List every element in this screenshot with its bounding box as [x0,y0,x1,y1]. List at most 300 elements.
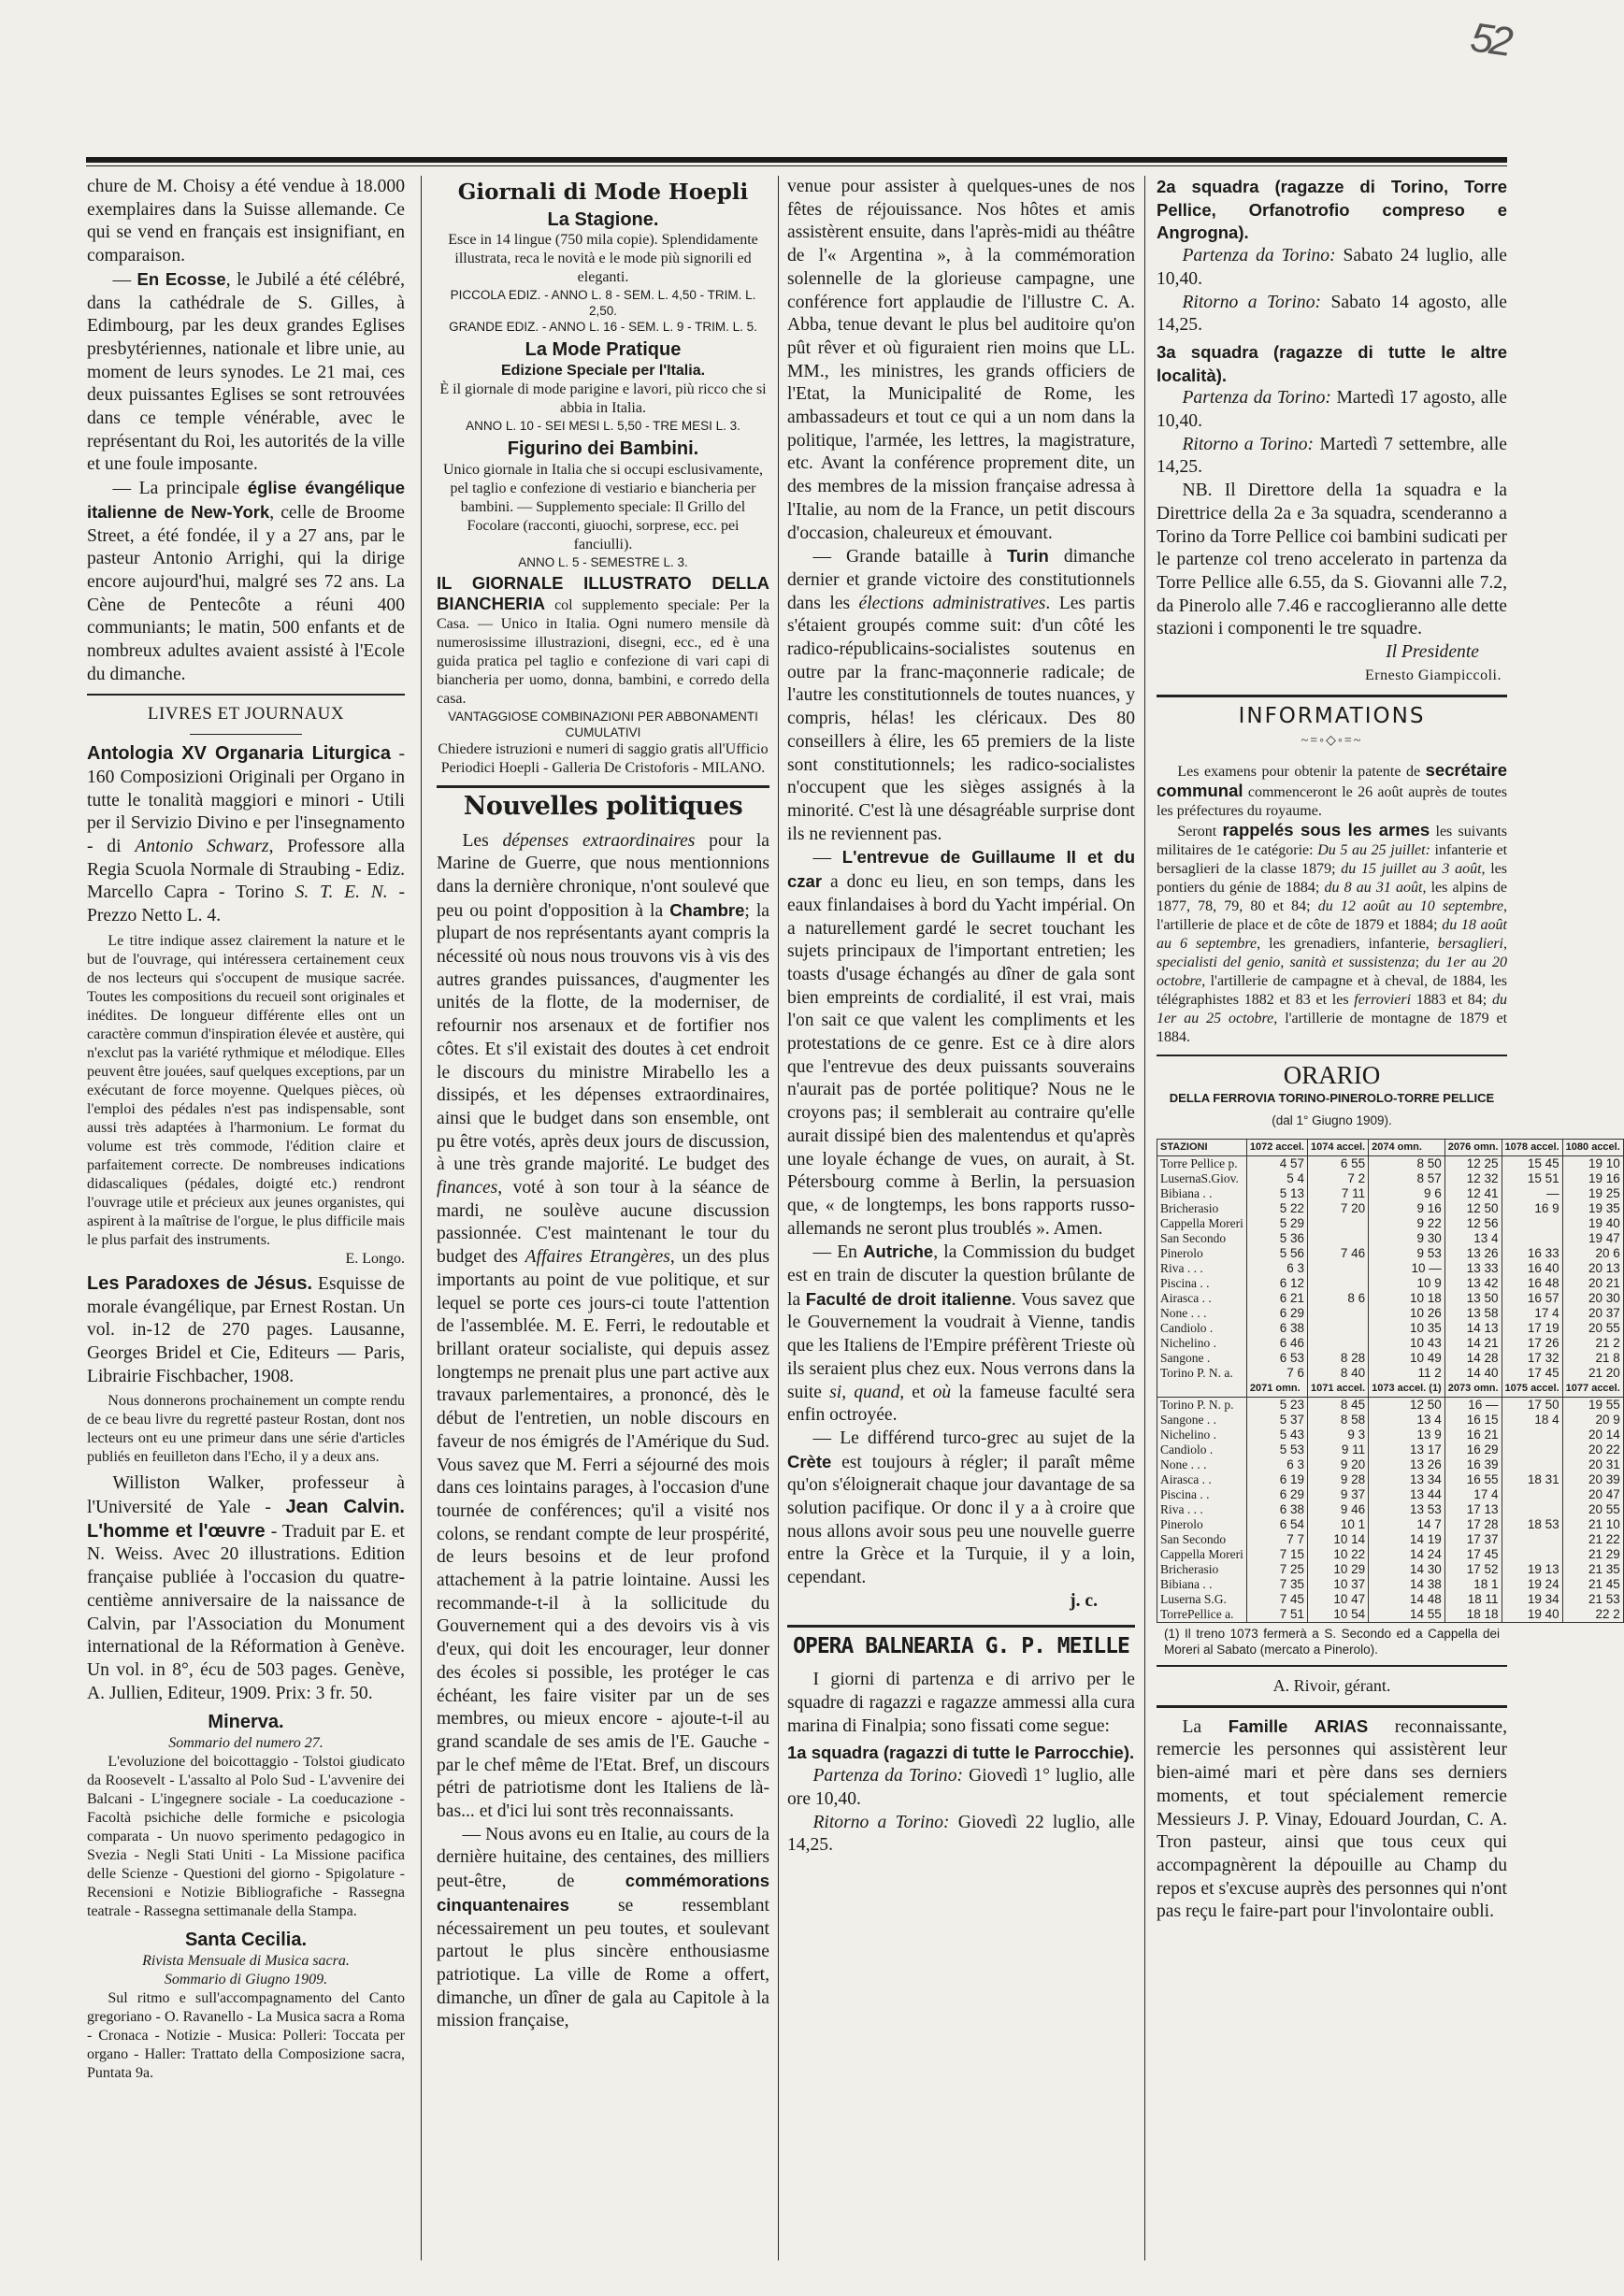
paragraph-entrevue: — L'entrevue de Guillaume II et du czar a donc eu lieu, en son temps, dans les eaux finlandaises à bord du Yacht impérial. On a naturellement gardé le secret touchant les sujets principaux de l'important entretien; les toasts d'usage échangés au dîner de gala sont bien empreints de cordialité, il est vrai, mais l'on sait ce que valent les compliments et les protestations de ce genre. Est ce à dire alors que l'entrevue des deux puissants souverains n'aurait pas de portée politique? Nous ne le croyons pas; il semblerait au contraire qu'elle aurait dissipé bien des malentendus et qu'après une loyale échange de vues, on aurait, à St. Pétersbourg comme à Berlin, la persuasion que, « de longtemps, les bons rapports russo-allemands ne seront plus troublés ». Amen. [787,847,1135,1239]
paragraph: venue pour assister à quelques-unes de nos fêtes de réjouissance. Nos hôtes et amis assistèrent ensuite, dans l'après-midi au théâtre de l'« Argentina », à la commémoration solennelle de la glorieuse campagne, une conférence fort applaudie de l'illustre C. A. Abba, tenue devant le plus bel auditoire qu'on pût rêver et où figuraient rien moins que LL. MM., les ministres, les grands officiers de l'Etat, la Municipalité de Rome, les ambassadeurs et tout ce qui a un nom dans la politique, l'armée, les lettres, la magistrature, etc. Avant la conférence proprement dite, un des membres de la mission française adressa à l'Italie, au nom de la France, un petit discours d'occasion, chaleureux et émouvant. [787,177,1135,543]
timetable-row [1157,1155,1624,1171]
info-paragraph: Seront rappelés sous les armes les suivants militaires de 1e catégorie: Du 5 au 25 juillet: infanterie et bersaglieri de la classe 1879; du 15 juillet au 3 août, les pontiers du génie de 1884; du 8 au 31 août, les alpins de 1877, 78, 79, 80 et 84; du 12 août au 10 septembre, l'artillerie de place et de côte de 1879 et 1884; du 18 août au 6 septembre, les grenadiers, infanterie, bersaglieri, specialisti del genio, sanità et sussistenza; du 1er au 20 octobre, l'artillerie de campagne et à cheval, de 1884, les télégraphistes 1882 et 83 et les ferrovieri 1883 et 84; du 1er au 25 octobre, l'artillerie de montagne de 1879 et 1884. [1157,819,1508,1045]
biancheria-text: IL GIORNALE ILLUSTRATO DELLA BIANCHERIA col supplemento speciale: Per la Casa. — Unico in Italia. Ogni numero mensile dà numerosissime illustrazioni, disegni, ecc., ed è una guida pratica pel taglio e confezione di vari capi di biancheria per uomo, donna, bambini, e corredo della casa. [437,572,769,707]
squad-1-departure: Partenza da Torino: Giovedì 1° luglio, alle ore 10,40. [787,1766,1135,1809]
departure-time [1502,1442,1562,1457]
timetable-row [1157,1216,1624,1231]
departure-time: 21 8 [1562,1351,1623,1366]
departure-time [1502,1502,1562,1517]
departure-time: 14 48 [1369,1592,1445,1607]
departure-time: 21 53 [1562,1592,1623,1607]
station-name: Airasca . . [1157,1472,1247,1487]
departure-time: 19 34 [1502,1592,1562,1607]
departure-time: 17 37 [1444,1532,1502,1547]
departure-time: 18 31 [1502,1472,1562,1487]
timetable-row [1157,1472,1624,1487]
departure-time: 8 28 [1307,1351,1368,1366]
divider [1157,695,1507,697]
cecilia-subtitle-2: Sommario di Giugno 1909. [164,1971,328,1987]
departure-time: 6 46 [1246,1336,1307,1351]
departure-time: 20 13 [1562,1261,1623,1276]
departure-time [1502,1547,1562,1562]
squad-2-departure: Partenza da Torino: Sabato 24 luglio, alle 10,40. [1157,246,1507,289]
departure-time: 17 50 [1502,1397,1562,1413]
departure-time: 16 29 [1444,1442,1502,1457]
departure-time: 12 50 [1369,1397,1445,1413]
orario-date: (dal 1° Giugno 1909). [1272,1113,1392,1128]
departure-time: 8 45 [1307,1397,1368,1413]
departure-time: 10 26 [1369,1306,1445,1321]
departure-time: 21 22 [1562,1532,1623,1547]
departure-time: 6 12 [1246,1276,1307,1291]
figurino-price: ANNO L. 5 - SEMESTRE L. 3. [518,554,688,569]
departure-time: 8 58 [1307,1413,1368,1428]
divider [87,694,405,696]
paragraph-turin: — Grande bataille à Turin dimanche dernier et grande victoire des constitutionnels dans les élections administratives. Les partis s'étaient groupés comme suit: d'un côté les radico-républicains-socialistes soutenus en outre par la franc-maçonnerie radicale; de l'autre les constitutionnels de toutes nuances, y compris, hélas! les cléricaux. Des 80 conseillers à élire, les 65 premiers de la liste sont constitutionnels; les radico-socialistes n'occupent que les sièges assignés à la minorité. C'est là une désagréable surprise dont ils ne reviennent pas. [787,546,1135,844]
departure-time: 9 22 [1369,1216,1445,1231]
departure-time: 9 53 [1369,1246,1445,1261]
departure-time: 13 4 [1444,1231,1502,1246]
departure-time: 12 25 [1444,1155,1502,1171]
gerant: A. Rivoir, gérant. [1272,1675,1391,1695]
timetable-row [1157,1502,1624,1517]
departure-time: 9 3 [1307,1428,1368,1442]
departure-time: 17 45 [1444,1547,1502,1562]
squad-1-return: Ritorno a Torino: Giovedì 22 luglio, alle 14,25. [787,1812,1135,1856]
station-name: Riva . . . [1157,1261,1247,1276]
figurino-text: Unico giornale in Italia che si occupi esclusivamente, pel taglio e confezione di vestiario e biancheria per bambini. — Supplemento speciale: Il Grillo del Focolare (racconti, giuochi, sorprese, ecc. pei fanciulli). [442,461,764,552]
departure-time: 7 20 [1307,1201,1368,1216]
departure-time: 5 36 [1246,1231,1307,1246]
departure-time: 6 19 [1246,1472,1307,1487]
departure-time: 19 24 [1502,1577,1562,1592]
column-4 [1157,176,1620,2270]
departure-time: 6 38 [1246,1321,1307,1336]
departure-time: 12 56 [1444,1216,1502,1231]
timetable-header [1157,1139,1624,1155]
timetable-row [1157,1171,1624,1186]
departure-time: 5 29 [1246,1216,1307,1231]
departure-time: 10 9 [1369,1276,1445,1291]
departure-time [1307,1216,1368,1231]
departure-time: 14 7 [1369,1517,1445,1532]
stagione-price-2: GRANDE EDIZ. - ANNO L. 16 - SEM. L. 9 - TRIM. L. 5. [449,320,757,335]
departure-time: 10 37 [1307,1577,1368,1592]
departure-time: 9 11 [1307,1442,1368,1457]
station-name: Bibiana . . [1157,1577,1247,1592]
nouvelles-heading: Nouvelles politiques [463,791,743,821]
hoepli-heading: Giornali di Mode Hoepli [457,179,749,205]
timetable-header-cell: 1075 accel. [1502,1381,1562,1398]
station-name: Candiolo . [1157,1321,1247,1336]
departure-time: 19 55 [1562,1397,1623,1413]
departure-time: 21 45 [1562,1577,1623,1592]
departure-time: 13 26 [1444,1246,1502,1261]
departure-time: 7 7 [1246,1532,1307,1547]
divider [1157,1055,1507,1056]
cecilia-title: Santa Cecilia. [184,1930,308,1951]
squad-3-departure: Partenza da Torino: Martedì 17 agosto, alle 10,40. [1157,388,1507,432]
departure-time: 14 28 [1444,1351,1502,1366]
timetable-row [1157,1397,1624,1413]
departure-time: 6 21 [1246,1291,1307,1306]
station-name: Piscina . . [1157,1276,1247,1291]
departure-time: 13 42 [1444,1276,1502,1291]
section-heading-livres: LIVRES ET JOURNAUX [147,704,345,725]
departure-time: 17 4 [1444,1487,1502,1502]
departure-time [1307,1321,1368,1336]
departure-time [1502,1216,1562,1231]
departure-time: 14 21 [1444,1336,1502,1351]
timetable-row [1157,1517,1624,1532]
station-name: Torre Pellice p. [1157,1155,1247,1171]
departure-time: 14 38 [1369,1577,1445,1592]
departure-time: 7 25 [1246,1562,1307,1577]
timetable-header-cell: 1080 accel. [1562,1139,1623,1155]
departure-time: 16 39 [1444,1457,1502,1472]
paragraph-crete: — Le différend turco-grec au sujet de la Crète est toujours à régler; il paraît même qu'on s'éloignerait chaque jour davantage de sa solution pacifique. Or donc il y a à croire que nous allons avoir sous peu une nouvelle guerre entre la Grèce et la Turquie, il y a loin, cependant. [787,1428,1135,1588]
departure-time: 20 31 [1562,1457,1623,1472]
departure-time: 10 35 [1369,1321,1445,1336]
departure-time: 17 19 [1502,1321,1562,1336]
stagione-price: PICCOLA EDIZ. - ANNO L. 8 - SEM. L. 4,50 - TRIM. L. 2,50. [450,288,756,319]
departure-time: 8 40 [1307,1366,1368,1381]
departure-time: 20 30 [1562,1291,1623,1306]
timetable-header-cell: 1077 accel. [1562,1381,1623,1398]
departure-time [1502,1487,1562,1502]
divider [437,785,769,788]
divider [787,1625,1135,1628]
departure-time: 19 10 [1562,1155,1623,1171]
departure-time: 18 1 [1444,1577,1502,1592]
paragraph: I giorni di partenza e di arrivo per le squadre di ragazzi e ragazze ammessi alla cura marina di Finalpia; sono fissati come segue: [787,1670,1135,1736]
timetable-row [1157,1562,1624,1577]
mode-subtitle: Edizione Speciale per l'Italia. [500,363,706,380]
departure-time: 13 4 [1369,1413,1445,1428]
departure-time [1307,1336,1368,1351]
timetable [1157,1139,1624,1623]
timetable-row [1157,1577,1624,1592]
nb-paragraph: NB. Il Direttore della 1a squadra e la Direttrice della 2a e 3a squadra, scenderanno a Torino da Torre Pellice coi bambini sudicati per le partenze col treno accelerato in partenza da Torre Pellice alle 6.55, da S. Giovanni alle 7.2, da Pinerolo alle 7.46 e raccoglieranno alle dette stazioni i componenti le tre squadre. [1157,481,1507,639]
squad-1-heading: 1a squadra (ragazzi di tutte le Parrocchie). [787,1743,1135,1763]
timetable-header-cell: 2074 omn. [1369,1139,1445,1155]
departure-time: 10 47 [1307,1592,1368,1607]
departure-time: 20 37 [1562,1306,1623,1321]
book-review: Le titre indique assez clairement la nature et le but de l'ouvrage, qui intéressera certainement ceux de nos lecteurs qui s'occupent de musique sacrée. Toutes les compositions du recueil sont originales et inédites. De longueur différente elles ont un caractère commun d'inspiration élevée et austère, qui n'exclut pas la variété rythmique et mélodique. Elles peuvent être jouées, sauf quelques exceptions, par un exécutant de force moyenne. Quelques pièces, où l'emploi des pédales n'est pas indispensable, sont aussi très adaptées à l'harmonium. Le format du volume est très commode, l'édition claire et parfaitement correcte. De nombreuses indications didascaliques (pédales, doigté etc.) rendront l'ouvrage utile et précieux aux jeunes organistes, qui aspirent à la maîtrise de l'orgue, le plus difficile mais le plus parfait des instruments. [87,932,405,1248]
departure-time: 13 26 [1369,1457,1445,1472]
timetable-row [1157,1321,1624,1336]
departure-time: 20 47 [1562,1487,1623,1502]
paragraph: chure de M. Choisy a été vendue à 18.000 exemplaires dans la Suisse allemande. Ce qui se vend en français est insignifiant, en comparaison. [87,177,405,266]
station-name: Nichelino . [1157,1336,1247,1351]
departure-time: 5 22 [1246,1201,1307,1216]
departure-time: 8 50 [1369,1155,1445,1171]
departure-time: 5 43 [1246,1428,1307,1442]
departure-time: 12 50 [1444,1201,1502,1216]
departure-time [1502,1457,1562,1472]
stagione-text: Esce in 14 lingue (750 mila copie). Splendidamente illustrata, reca le novità e le mode più signorili ed eleganti. [448,232,758,286]
station-name: Cappella Moreri [1157,1547,1247,1562]
departure-time: 17 4 [1502,1306,1562,1321]
paragraph: Les dépenses extraordinaires pour la Marine de Guerre, que nous mentionnions dans la dernière chronique, n'ont soulevé que peu ou point d'opposition à la Chambre; la plupart de nos représentants ayant compris la nécessité où nous nous trouvons vis à vis des autres grandes puissances, d'augmenter les unités de la flotte, de la moderniser, de refournir nos arsenaux et de fortifier nos côtes. Et s'il existait des doutes à cet endroit le discours du ministre Mirabello les a dissipés, et les dépenses extraordinaires, ainsi que le budget dans son ensemble, ont pu être votés, après deux jours de discussion, à une très grande majorité. Le budget des finances, voté à son tour à la séance de mardi, ne soulève aucune discussion passionnée. C'est maintenant le tour du budget des Affaires Etrangères, un des plus importants au point de vue politique, et sur lequel se porte ces jours-ci toute l'attention de l'assemblée. M. E. Ferri, le redoutable et brillant orateur socialiste, qui depuis assez longtemps ne prenait plus une part active aux travaux parlementaires, a prononcé, dès le début de l'entretien, un noble discours en faveur de nos émigrés de l'Amérique du Sud. Vous savez que M. Ferri a séjourné des mois dans ces lointains parages, à l'occasion d'une tournée de conférences; qu'il a visité nos colons, se rendant compte de leur prospérité, de leurs besoins et de leur profond attachement à la patrie lointaine. Aussi les recommande-t-il à la sollicitude du Gouvernement qui a des devoirs vis à vis d'eux, qui doit les encourager, leur donner des écoles si possible, les protéger le cas échéant, les faire visiter par un de ses membres, ou mieux encore - ajoute-t-il au grand scandale de ses amis de l'E. Gauche - par le chef même de l'Etat. Bref, un discours pétri de patriotisme dont les Italiens de là-bas... et d'ici lui sont très reconnaissants. [437,830,769,1822]
departure-time: 10 14 [1307,1532,1368,1547]
departure-time: 17 45 [1502,1366,1562,1381]
departure-time: 19 40 [1502,1607,1562,1623]
departure-time: 15 45 [1502,1155,1562,1171]
station-name: San Secondo [1157,1231,1247,1246]
departure-time: 14 24 [1369,1547,1445,1562]
departure-time: 7 51 [1246,1607,1307,1623]
station-name: Piscina . . [1157,1487,1247,1502]
paragraph: — Nous avons eu en Italie, au cours de la dernière huitaine, des centaines, des milliers peut-être, de commémorations cinquantenaires se ressemblant nécessairement un peu toutes, et soulevant partout le plus sincère enthousiasme patriotique. La ville de Rome a offert, dimanche, un dîner de gala au Capitole à la mission française, [437,1824,769,2031]
departure-time: 11 2 [1369,1366,1445,1381]
departure-time: 20 9 [1562,1413,1623,1428]
departure-time: 6 3 [1246,1457,1307,1472]
station-name: Riva . . . [1157,1502,1247,1517]
departure-time: 17 52 [1444,1562,1502,1577]
departure-time [1307,1231,1368,1246]
station-name: LusernaS.Giov. [1157,1171,1247,1186]
timetable-row [1157,1276,1624,1291]
departure-time: 5 37 [1246,1413,1307,1428]
departure-time: 8 6 [1307,1291,1368,1306]
departure-time: 19 47 [1562,1231,1623,1246]
timetable-row [1157,1592,1624,1607]
departure-time: 14 30 [1369,1562,1445,1577]
departure-time: 16 21 [1444,1428,1502,1442]
departure-time: 20 22 [1562,1442,1623,1457]
column-2 [437,176,769,2270]
departure-time: 12 32 [1444,1171,1502,1186]
mode-title: La Mode Pratique [525,339,682,361]
departure-time: — [1502,1186,1562,1201]
president-label: Il Presidente [1386,642,1479,663]
departure-time: 12 41 [1444,1186,1502,1201]
departure-time: 10 1 [1307,1517,1368,1532]
departure-time: 7 46 [1307,1246,1368,1261]
departure-time: 20 21 [1562,1276,1623,1291]
departure-time: 20 14 [1562,1428,1623,1442]
departure-time: 18 53 [1502,1517,1562,1532]
column-divider [1144,176,1145,2260]
mode-price: ANNO L. 10 - SEI MESI L. 5,50 - TRE MESI L. 3. [466,419,740,434]
departure-time: 8 57 [1369,1171,1445,1186]
minerva-title: Minerva. [208,1712,284,1733]
departure-time: 4 57 [1246,1155,1307,1171]
station-name: None . . . [1157,1457,1247,1472]
timetable-header-cell: 1071 accel. [1307,1381,1368,1398]
departure-time: 9 20 [1307,1457,1368,1472]
departure-time: 14 55 [1369,1607,1445,1623]
combo-note: VANTAGGIOSE COMBINAZIONI PER ABBONAMENTI CUMULATIVI [448,709,758,739]
station-name: Torino P. N. a. [1157,1366,1247,1381]
departure-time: 20 6 [1562,1246,1623,1261]
departure-time: 16 48 [1502,1276,1562,1291]
timetable-header-cell: 1073 accel. (1) [1369,1381,1445,1398]
book-antologia: Antologia XV Organaria Liturgica - 160 Composizioni Originali per Organo in tutte le tonalità maggiori e minori - Utili per il Servizio Divino e per l'insegnamento - di Antonio Schwarz, Professore alla Regia Scuola Normale di Straubing - Ediz. Marcello Capra - Torino S. T. E. N. - Prezzo Netto L. 4. [87,743,406,926]
timetable-row [1157,1607,1624,1623]
signature: j. c. [1070,1590,1098,1611]
arias-notice: La Famille ARIAS reconnaissante, remercie les personnes qui assistèrent leur bien-aimé mari et père dans ses derniers moments, et tout spécialement remercie Messieurs J. P. Vinay, Edouard Jourdan, C. A. Tron pasteur, ainsi que tous ceux qui accompagnèrent la dépouille au Champ du repos et s'excuse auprès des personnes qui n'ont pas reçu le faire-part pour l'involontaire oubli. [1157,1715,1507,1922]
stagione-title: La Stagione. [547,208,659,230]
departure-time: 13 17 [1369,1442,1445,1457]
timetable-footnote: (1) Il treno 1073 fermerà a S. Secondo ed a Cappella dei Moreri al Sabato (mercato a Pinerolo). [1164,1626,1500,1657]
departure-time: 7 45 [1246,1592,1307,1607]
book-note: Nous donnerons prochainement un compte rendu de ce beau livre du regretté pasteur Rostan, dont nos lecteurs ont eu une primeur dans une série d'articles publiés en feuilleton dans l'Echo, il y a deux ans. [87,1393,405,1466]
divider [190,734,302,735]
orario-heading: ORARIO [1283,1060,1381,1089]
departure-time: 18 18 [1444,1607,1502,1623]
departure-time: 18 11 [1444,1592,1502,1607]
departure-time [1502,1428,1562,1442]
station-name: Sangone . . [1157,1413,1247,1428]
departure-time: 10 54 [1307,1607,1368,1623]
timetable-row [1157,1428,1624,1442]
column-1 [87,176,405,2270]
departure-time: 15 51 [1502,1171,1562,1186]
departure-time: 13 50 [1444,1291,1502,1306]
departure-time: 19 13 [1502,1562,1562,1577]
departure-time: 16 55 [1444,1472,1502,1487]
timetable-row [1157,1487,1624,1502]
timetable-header-cell: 1078 accel. [1502,1139,1562,1155]
timetable-row [1157,1261,1624,1276]
departure-time: 19 16 [1562,1171,1623,1186]
departure-time: 18 4 [1502,1413,1562,1428]
top-rule-thin [86,165,1507,166]
divider [1157,1665,1507,1667]
station-name: Pinerolo [1157,1246,1247,1261]
timetable-row [1157,1306,1624,1321]
paragraph-new-york: — La principale église évangélique italienne de New-York, celle de Broome Street, a été fondée, il y a 27 ans, par le pasteur Antonio Arrighi, qui la dirige encore aujourd'hui, malgré ses 72 ans. La Cène de Pentecôte a réuni 400 communiants; le matin, 500 enfants et de nombreux adultes avaient assisté à l'Ecole du dimanche. [87,478,405,684]
departure-time: 20 55 [1562,1502,1623,1517]
timetable-row [1157,1413,1624,1428]
station-name: Nichelino . [1157,1428,1247,1442]
top-rule [86,157,1507,163]
president-name: Ernesto Giampiccoli. [1365,667,1502,683]
book-paradoxes: Les Paradoxes de Jésus. Esquisse de morale évangélique, par Ernest Rostan. Un vol. in-12 de 270 pages. Lausanne, Georges Bridel et Cie, Editeurs — Paris, Librairie Fischbacher, 1908. [87,1272,405,1386]
timetable-header-cell: 2076 omn. [1444,1139,1502,1155]
departure-time: 16 15 [1444,1413,1502,1428]
timetable-header-cell: 1072 accel. [1246,1139,1307,1155]
timetable-row [1157,1366,1624,1381]
departure-time: 5 23 [1246,1397,1307,1413]
departure-time: 13 34 [1369,1472,1445,1487]
departure-time: 19 25 [1562,1186,1623,1201]
departure-time: 21 20 [1562,1366,1623,1381]
departure-time: 17 32 [1502,1351,1562,1366]
departure-time: 10 18 [1369,1291,1445,1306]
timetable-row [1157,1532,1624,1547]
departure-time: 9 6 [1369,1186,1445,1201]
departure-time: 6 3 [1246,1261,1307,1276]
departure-time: 5 53 [1246,1442,1307,1457]
station-name: TorrePellice a. [1157,1607,1247,1623]
departure-time: 9 46 [1307,1502,1368,1517]
departure-time: 17 28 [1444,1517,1502,1532]
timetable-header-cell: 2073 omn. [1444,1381,1502,1398]
squad-2-return: Ritorno a Torino: Sabato 14 agosto, alle 14,25. [1157,292,1507,336]
timetable-header-cell: 1074 accel. [1307,1139,1368,1155]
departure-time: 6 29 [1246,1487,1307,1502]
column-divider [778,176,779,2260]
departure-time: 13 9 [1369,1428,1445,1442]
departure-time: 13 33 [1444,1261,1502,1276]
departure-time: 14 13 [1444,1321,1502,1336]
cecilia-summary: Sul ritmo e sull'accompagnamento del Canto gregoriano - O. Ravanello - La Musica sacra a Roma - Cronaca - Notizie - Musica: Polleri: Toccata per organo - Haller: Trattato della Composizione sacra, Puntata 9a. [87,1989,405,2081]
departure-time: 20 39 [1562,1472,1623,1487]
departure-time [1307,1276,1368,1291]
departure-time: 20 55 [1562,1321,1623,1336]
departure-time: 7 15 [1246,1547,1307,1562]
departure-time: 9 28 [1307,1472,1368,1487]
paragraph-autriche: — En Autriche, la Commission du budget est en train de discuter la question brûlante de la Faculté de droit italienne. Vous savez que le Gouvernement la voudrait à Vienne, tandis que les Italiens de l'Empire préfèrent Trieste où ils seraient plus chez eux. Nous verrons dans la suite si, quand, et où la fameuse faculté sera enfin octroyée. [787,1241,1135,1426]
departure-time: 7 35 [1246,1577,1307,1592]
departure-time: 17 13 [1444,1502,1502,1517]
squad-3-heading: 3a squadra (ragazze di tutte le altre località). [1157,341,1507,385]
departure-time: 13 44 [1369,1487,1445,1502]
departure-time: 19 35 [1562,1201,1623,1216]
station-name: Bricherasio [1157,1201,1247,1216]
departure-time: 6 55 [1307,1155,1368,1171]
departure-time: 14 19 [1369,1532,1445,1547]
departure-time [1307,1306,1368,1321]
request-note: Chiedere istruzioni e numeri di saggio gratis all'Ufficio Periodici Hoepli - Galleria De Cristoforis - MILANO. [438,740,769,776]
station-name: Torino P. N. p. [1157,1397,1247,1413]
timetable-header-cell: 2071 omn. [1246,1381,1307,1398]
station-name: Bibiana . . [1157,1186,1247,1201]
opera-heading: OPERA BALNEARIA G. P. MEILLE [793,1633,1129,1658]
station-name: Bricherasio [1157,1562,1247,1577]
departure-time: 6 38 [1246,1502,1307,1517]
departure-time: 17 26 [1502,1336,1562,1351]
book-calvin: Williston Walker, professeur à l'Université de Yale - Jean Calvin. L'homme et l'œuvre - Traduit par E. et N. Weiss. Avec 20 illustrations. Edition française publiée à l'occasion du quatre-centième anniversaire de la naissance de Calvin, par l'Association du Monument international de la Réformation à Genève. Un vol. in 8°, écu de 503 pages. Genève, A. Jullien, Editeur, 1909. Prix: 3 fr. 50. [87,1473,405,1703]
departure-time: 7 2 [1307,1171,1368,1186]
divider [1157,1705,1507,1708]
departure-time: 6 54 [1246,1517,1307,1532]
timetable-row [1157,1201,1624,1216]
departure-time: 5 13 [1246,1186,1307,1201]
departure-time: 10 — [1369,1261,1445,1276]
departure-time: 7 6 [1246,1366,1307,1381]
station-name: Sangone . [1157,1351,1247,1366]
departure-time: 16 57 [1502,1291,1562,1306]
departure-time: 6 29 [1246,1306,1307,1321]
departure-time: 10 43 [1369,1336,1445,1351]
departure-time: 21 35 [1562,1562,1623,1577]
departure-time: 21 2 [1562,1336,1623,1351]
timetable-header-cell: STAZIONI [1157,1139,1247,1155]
timetable-row [1157,1457,1624,1472]
squad-2-heading: 2a squadra (ragazze di Torino, Torre Pellice, Orfanotrofio compreso e Angrogna). [1157,177,1507,243]
station-name: Luserna S.G. [1157,1592,1247,1607]
departure-time: 9 30 [1369,1231,1445,1246]
departure-time: 10 22 [1307,1547,1368,1562]
timetable-row [1157,1351,1624,1366]
timetable-row [1157,1547,1624,1562]
departure-time: 10 29 [1307,1562,1368,1577]
departure-time: 7 11 [1307,1186,1368,1201]
orario-subtitle: DELLA FERROVIA TORINO-PINEROLO-TORRE PELLICE [1169,1090,1495,1105]
figurino-title: Figurino dei Bambini. [507,438,699,460]
timetable-row [1157,1336,1624,1351]
departure-time: 10 49 [1369,1351,1445,1366]
timetable-header-cell [1157,1381,1247,1398]
departure-time: 14 40 [1444,1366,1502,1381]
timetable-row [1157,1231,1624,1246]
minerva-summary: L'evoluzione del boicottaggio - Tolstoi giudicato da Roosevelt - L'assalto al Polo Sud - L'avvenire dei Balcani - L'ingegnere sociale - La coeducazione - Facoltà psichiche delle formiche e psicologia comparata - Un nuovo sperimento pedagogico in Svezia - Negli Stati Uniti - La Missione pacifica delle Scienze - Questioni del giorno - Spigolature - Recensioni e Notizie Bibliografiche - Rassegna teatrale - Rassegna settimanale della Stampa. [87,1754,405,1920]
departure-time [1502,1532,1562,1547]
